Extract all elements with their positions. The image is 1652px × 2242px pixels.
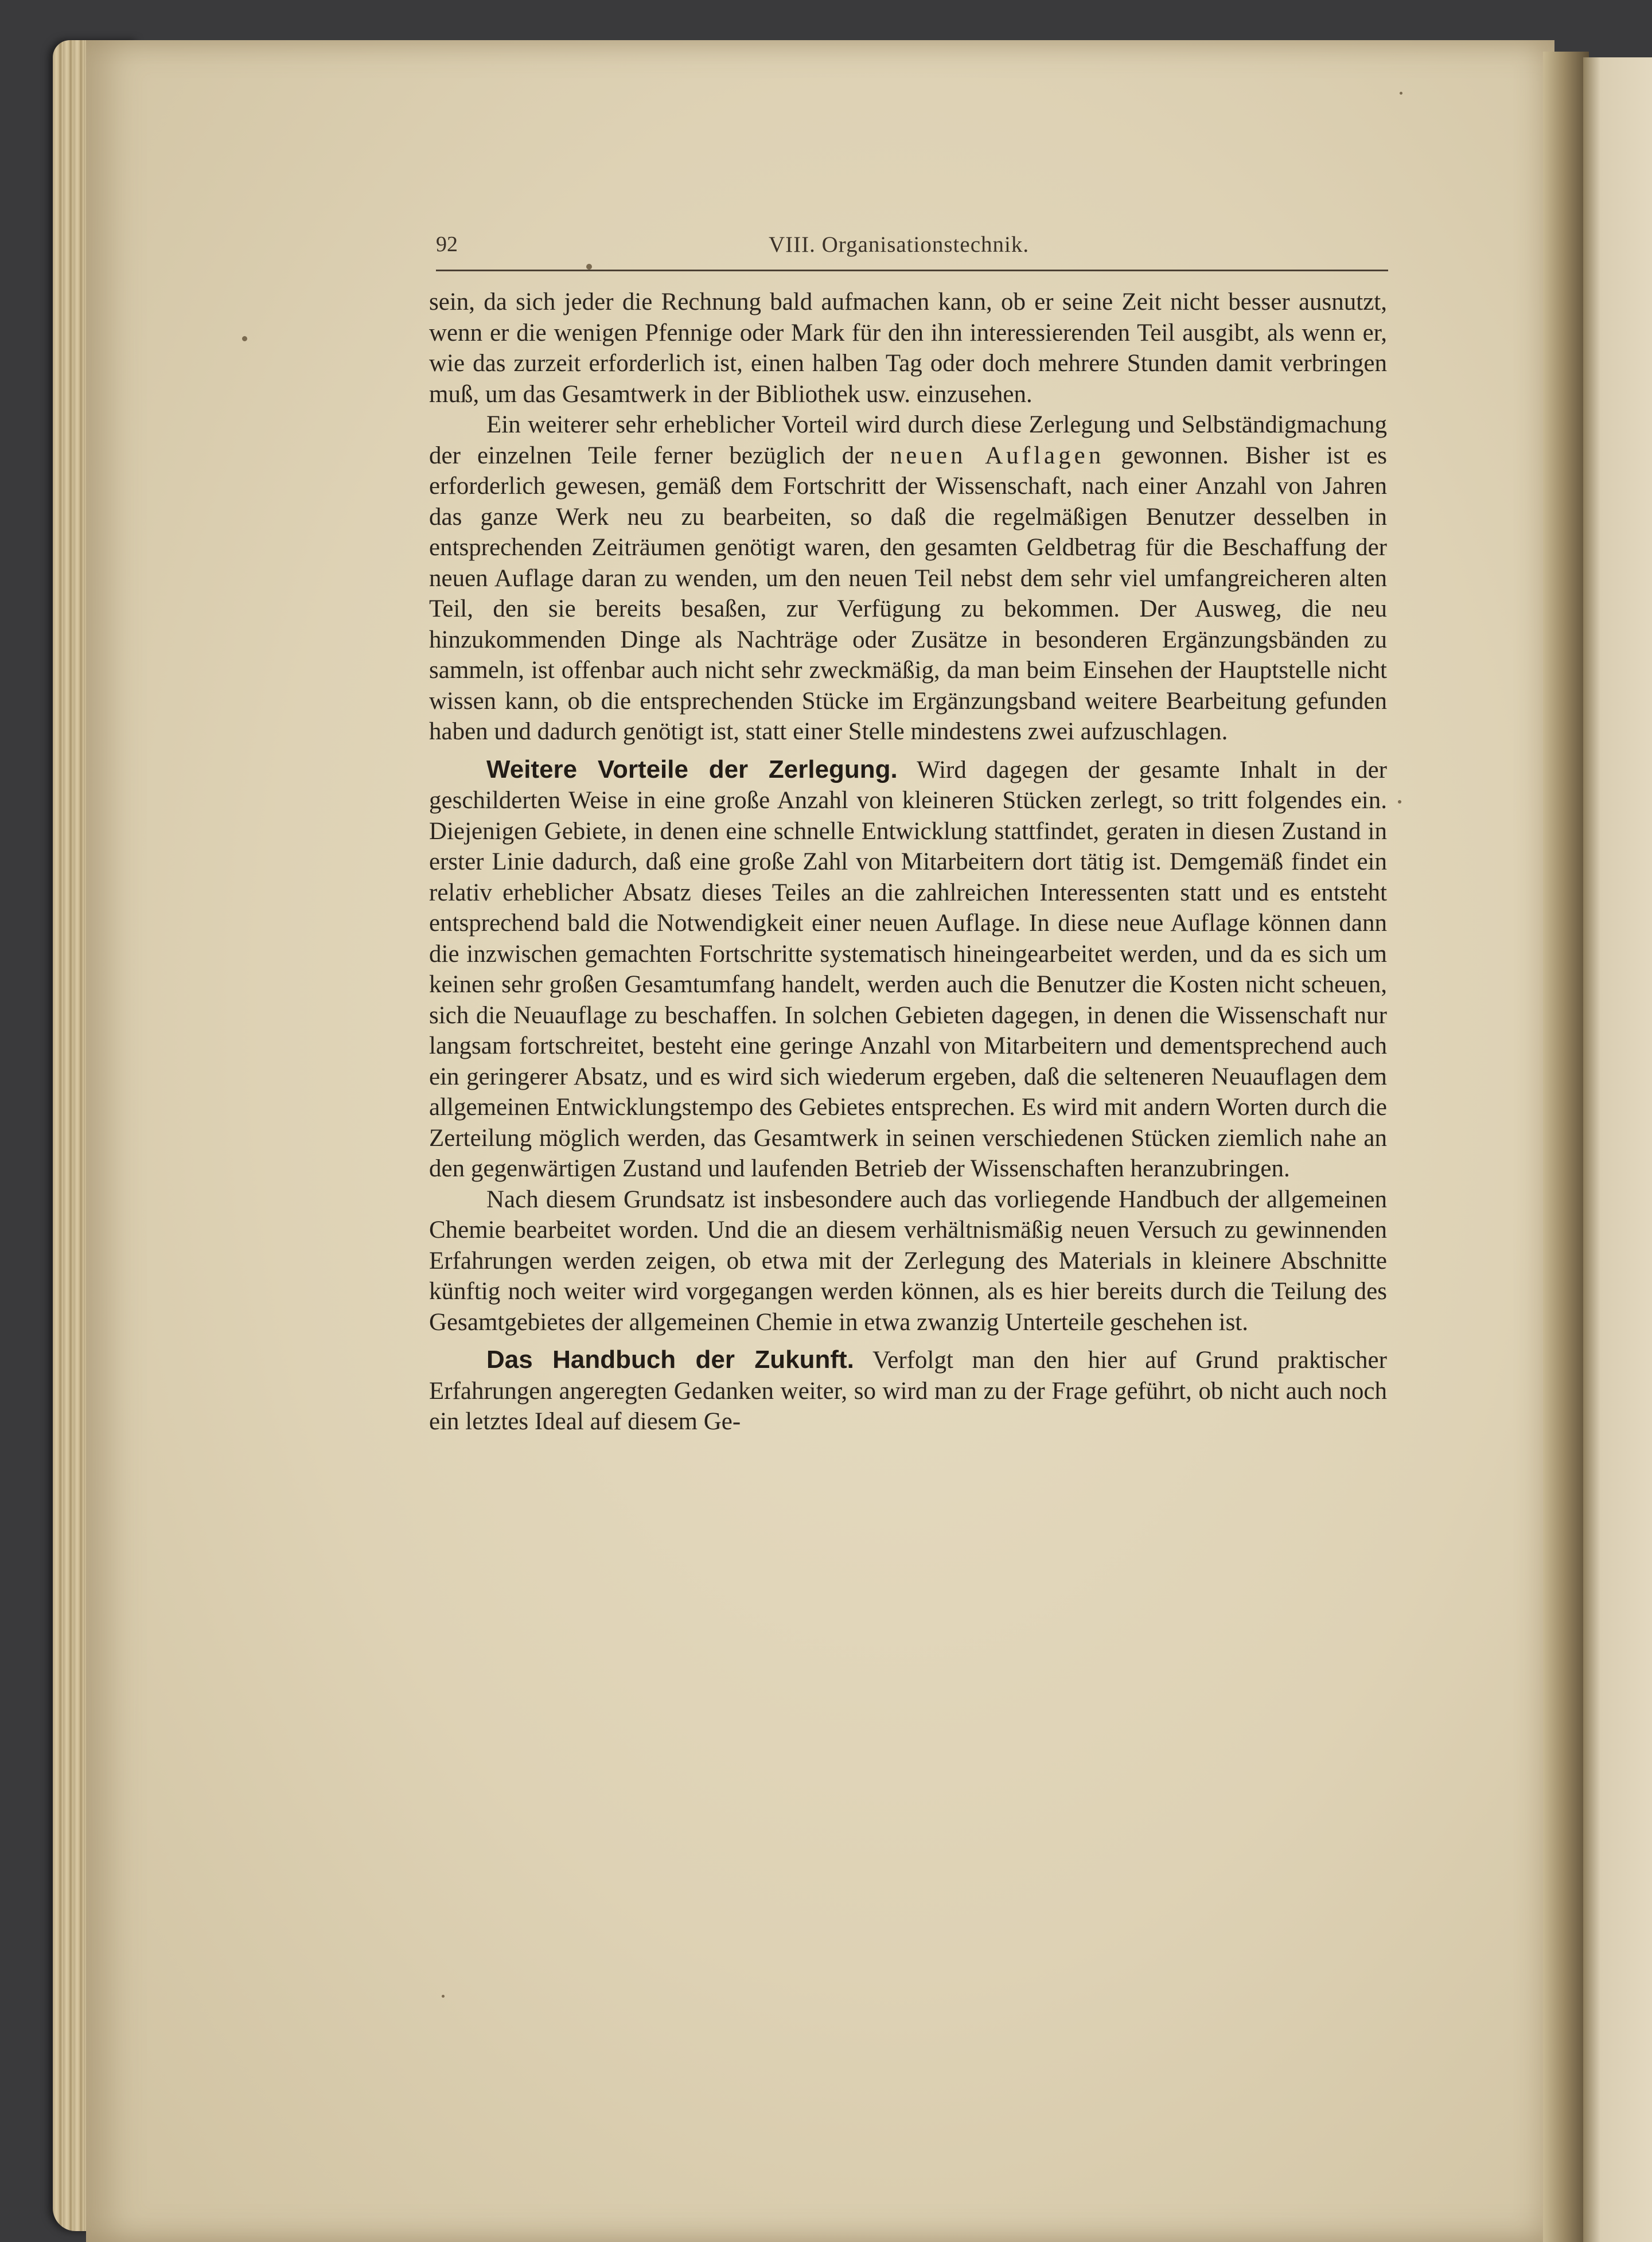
paragraph — [429, 1344, 1387, 1437]
paragraph-text: Verfolgt man den hier auf Grund praktischer Erfahrungen angeregten Gedanken weiter, so wird man zu der Frage geführt, ob nicht auch noch ein letztes Ideal auf diesem Ge- — [429, 1347, 1387, 1435]
facing-page-edge — [1583, 57, 1652, 2242]
paper-speck — [242, 336, 247, 341]
emphasized-text: neuen Auflagen — [890, 442, 1105, 469]
paper-speck — [1398, 800, 1401, 804]
paper-speck — [442, 1995, 445, 1998]
running-head — [436, 229, 1388, 270]
paper-speck — [1400, 92, 1402, 95]
header-rule — [436, 270, 1388, 271]
paragraph — [429, 754, 1387, 1184]
paragraph — [429, 410, 1387, 747]
body-text — [429, 287, 1387, 1437]
section-heading: Weitere Vorteile der Zerlegung. — [486, 755, 898, 783]
paragraph-text: Wird dagegen der gesamte Inhalt in der geschilderten Weise in eine große Anzahl von kleineren Stücken zerlegt, so tritt folgendes ein. Diejenigen Gebiete, in denen eine schnelle Entwicklung stattfindet, geraten in diesen Zustand in erster Linie dadurch, daß eine große Zahl von Mitarbeitern dort tätig ist. Demgemäß findet ein relativ erheblicher Absatz dieses Teiles an die zahlreichen Interessenten statt und es entsteht entsprechend bald die Notwendigkeit einer neuen Auflage. In diese neue Auflage können dann die inzwischen gemachten Fortschritte systematisch hineingearbeitet werden, und da es sich um keinen sehr großen Gesamtumfang handelt, werden auch die Benutzer die Kosten nicht scheuen, sich die Neuauflage zu beschaffen. In solchen Gebieten dagegen, in denen die Wissenschaft nur langsam fortschreitet, besteht eine geringe Anzahl von Mitarbeitern und dementsprechend auch ein geringerer Absatz, und es wird sich wiederum ergeben, daß die selteneren Neuauflagen dem allgemeinen Entwicklungstempo des Gebietes entsprechen. Es wird mit andern Worten durch die Zerteilung möglich werden, das Gesamtwerk in seinen verschiedenen Stücken ziemlich nahe an den gegenwärtigen Zustand und laufenden Betrieb der Wissenschaften heranzubringen. — [429, 756, 1387, 1182]
chapter-title: VIII. Organisationstechnik. — [769, 232, 1030, 257]
paragraph-text: gewonnen. Bisher ist es erforderlich gewesen, gemäß dem Fortschritt der Wissenschaft, nach einer Anzahl von Jahren das ganze Werk neu zu bearbeiten, so daß die regelmäßigen Benutzer desselben in entsprechenden Zeiträumen genötigt waren, den gesamten Geldbetrag für die Beschaffung der neuen Auflage daran zu wenden, um den neuen Teil nebst dem sehr viel umfangreicheren alten Teil, den sie bereits besaßen, zur Verfügung zu bekommen. Der Ausweg, die neu hinzukommenden Dinge als Nachträge oder Zusätze in besonderen Ergänzungsbänden zu sammeln, ist offenbar auch nicht sehr zweckmäßig, da man beim Einsehen der Hauptstelle nicht wissen kann, ob die entsprechenden Stücke im Ergänzungsband weitere Bearbeitung gefunden haben und dadurch genötigt ist, statt einer Stelle mindestens zwei aufzuschlagen. — [429, 442, 1388, 745]
book-gutter — [1543, 52, 1589, 2242]
page-number: 92 — [436, 232, 458, 256]
section-heading: Das Handbuch der Zukunft. — [486, 1346, 854, 1374]
paragraph: Nach diesem Grundsatz ist insbesondere auch das vorliegende Handbuch der allgemeinen Chemie bearbeitet worden. Und die an diesem verhältnismäßig neuen Versuch zu gewinnenden Erfahrungen werden zeigen, ob etwa mit der Zerlegung des Materials in kleinere Abschnitte künftig noch weiter wird vorgegangen werden können, als es hier bereits durch die Teilung des Gesamtgebietes der allgemeinen Chemie in etwa zwanzig Unterteile geschehen ist. — [429, 1186, 1387, 1336]
paragraph: sein, da sich jeder die Rechnung bald aufmachen kann, ob er seine Zeit nicht besser ausnutzt, wenn er die wenigen Pfennige oder Mark für den ihn interessierenden Teil ausgibt, als wenn er, wie das zurzeit erforderlich ist, einen halben Tag oder doch mehrere Stunden damit verbringen muß, um das Gesamtwerk in der Bibliothek usw. einzusehen. — [429, 288, 1387, 408]
paragraph-text: Ein weiterer sehr erheblicher Vorteil wird durch diese Zerlegung und Selbständigmachung der einzelnen Teile ferner bezüglich der — [429, 411, 1387, 469]
